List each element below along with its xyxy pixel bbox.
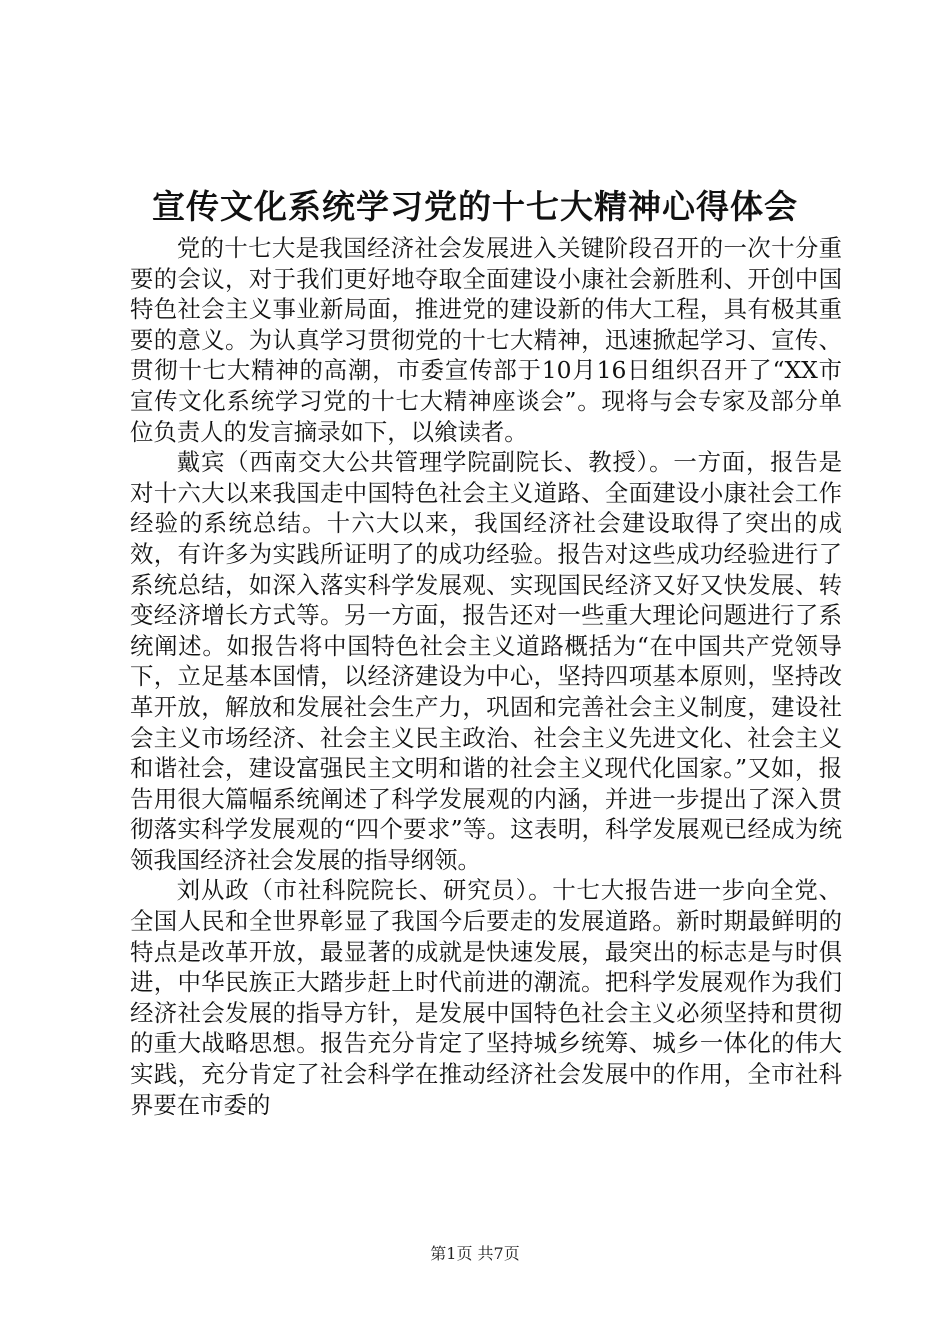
- paragraph-dai-bin: 戴宾（西南交大公共管理学院副院长、教授）。一方面，报告是对十六大以来我国走中国特色社会主义道路、全面建设小康社会工作经验的系统总结。十六大以来，我国经济社会建设取得了突出的成效，有许多为实践所证明了的成功经验。报告对这些成功经验进行了系统总结，如深入落实科学发展观、实现国民经济又好又快发展、转变经济增长方式等。另一方面，报告还对一些重大理论问题进行了系统阐述。如报告将中国特色社会主义道路概括为“在中国共产党领导下，立足基本国情，以经济建设为中心，坚持四项基本原则，坚持改革开放，解放和发展社会生产力，巩固和完善社会主义制度，建设社会主义市场经济、社会主义民主政治、社会主义先进文化、社会主义和谐社会，建设富强民主文明和谐的社会主义现代化国家。”又如，报告用很大篇幅系统阐述了科学发展观的内涵，并进一步提出了深入贯彻落实科学发展观的“四个要求”等。这表明，科学发展观已经成为统领我国经济社会发展的指导纲领。: [130, 448, 842, 874]
- document-body: [130, 233, 842, 1120]
- paragraph-liu-congzheng: 刘从政（市社科院院长、研究员）。十七大报告进一步向全党、全国人民和全世界彰显了我国今后要走的发展道路。新时期最鲜明的特点是改革开放，最显著的成就是快速发展，最突出的标志是与时俱进，中华民族正大踏步赶上时代前进的潮流。把科学发展观作为我们经济社会发展的指导方针，是发展中国特色社会主义必须坚持和贯彻的重大战略思想。报告充分肯定了坚持城乡统筹、城乡一体化的伟大实践，充分肯定了社会科学在推动经济社会发展中的作用，全市社科界要在市委的: [130, 876, 842, 1119]
- page-number-footer: 第1页 共7页: [430, 1244, 520, 1263]
- paragraph-intro: 党的十七大是我国经济社会发展进入关键阶段召开的一次十分重要的会议，对于我们更好地夺取全面建设小康社会新胜利、开创中国特色社会主义事业新局面，推进党的建设新的伟大工程，具有极其重要的意义。为认真学习贯彻党的十七大精神，迅速掀起学习、宣传、贯彻十七大精神的高潮，市委宣传部于10月16日组织召开了“XX市宣传文化系统学习党的十七大精神座谈会”。现将与会专家及部分单位负责人的发言摘录如下，以飨读者。: [130, 234, 842, 446]
- document-title: 宣传文化系统学习党的十七大精神心得体会: [152, 187, 798, 226]
